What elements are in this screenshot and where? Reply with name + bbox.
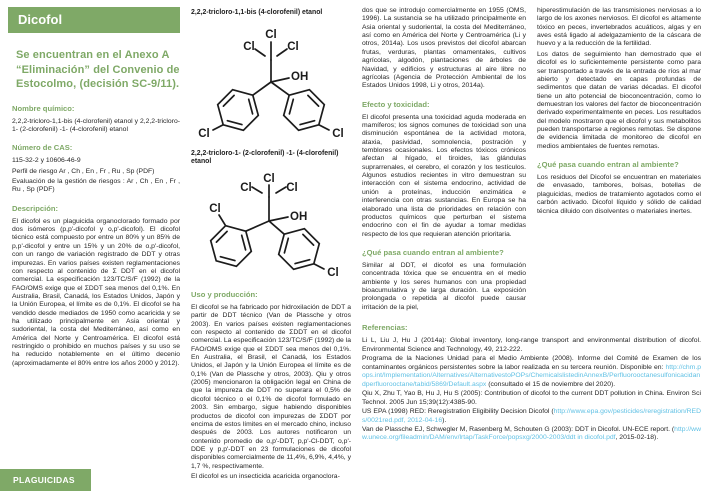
annex-note: Se encuentran en el Anexo A “Eliminación” del Convenio de Estocolmo, (decisión SC-9/11).: [16, 49, 180, 91]
cas-numbers: 115-32-2 y 10606-46-9: [12, 157, 81, 165]
effects-text: El dicofol presenta una toxicidad aguda moderada en mamíferos; los signos comunes de toxicidad son una disminución espontánea de la actividad motora, ataxia, pasividad, somnolencia, postración y temblores ocasionales. Los efectos tóxicos crónicos afectan al hígado, el tiroides, las glándulas suprarrenales, el cerebro, el corazón y los testículos. Algunos estudios recientes in vitro demuestran su interacción con el sistema endocrino, actividad de unión a proteínas, inducción enzimática e interferencia con otras sustancias. En Europa se ha elaborado una lista de prioridades en relación con productos químicos que perturban el sistema endocrino con el fin de ayudar a tomar medidas respecto de los que requieran atención prioritaria.: [362, 113, 526, 238]
description-text: El dicofol es un plaguicida organoclorado formado por dos isómeros (p,p'-dicofol y o,p'-dicofol). El dicofol técnico está compuesto por entre un 80% y un 85% de p,p'-dicofol y entre un 15% y un 20% de o,p'-dicofol, con un rango de variación registrado de DDT y otras impurezas. En varios países existen reglamentaciones con respecto al contenido de Σ DDT en el dicofol comercial. La especificación 123/TC/S/F (1992) de la FAO/OMS exige que el ΣDDT sea menos del 0,1%. En Australia, Brasil, Canadá, los Estados Unidos, Japón y la Unión Europea, el límite es de 0,1%. El dicofol se ha vendido desde mediados de 1950 como acaricida y se ha utilizado principalmente en Asia oriental y sudoriental, la costa del Mediterráneo, así como en América del Norte y Centroamérica. El dicofol está restringido o prohibido en muchos países y su uso se ha reducido notablemente en el último decenio (aproximadamente el 80% entre los años 2000 y 2012).: [12, 217, 180, 367]
usage-continuation-text: dos que se introdujo comercialmente en 1955 (OMS, 1996). La sustancia se ha utilizado principalmente en Asia oriental y sudoriental, la costa del Mediterráneo, así como en América del Norte y Centroamérica (Li y otros, 2014a). Los usos previstos del dicofol abarcan frutas, verduras, plantas ornamentales, cultivos agrícolas, algodón, plantaciones de árboles de Navidad, y edificios y estructuras al aire libre no agrícolas (Agencia de Protección Ambiental de los Estados Unidos 1998, Li y otros, 2014a).: [362, 7, 526, 90]
environment-text: Similar al DDT, el dicofol es una formulación concentrada tóxica que se encuentra en el medio ambiente y los seres humanos con una propiedad bioacumulativa y de larga duración. La exposición prolongada o repetida al dicofol puede causar irritación de la piel,: [362, 261, 526, 311]
reference-link[interactable]: http://chm.pops.int/Implementation/Alternatives/AlternativestoPOPs/ChemicalslistedinAnnexB/Perfluorooctanesulfonicacidandperfluorooctane/tabid/5869/Default.aspx: [362, 363, 701, 388]
reference-item: [362, 408, 701, 425]
environment-heading-2: ¿Qué pasa cuando entran al ambiente?: [537, 160, 679, 170]
structures-column: [191, 7, 351, 483]
column-4: [537, 7, 701, 314]
cas-heading: Número de CAS:: [12, 143, 73, 153]
page-title: Dicofol: [8, 7, 180, 33]
structure1-title: 2,2,2-tricloro-1,1-bis (4-clorofenil) etanol: [191, 9, 323, 16]
monitoring-text: Los datos de seguimiento han demostrado que el dicofol es lo suficientemente persistente como para ser transportado a través de la entrada de ríos al mar abierto y detectado en capas profundas de sedimentos que datan de varias décadas. El dicofol tiene un alto potencial de bioconcentración, como lo demuestran los valores del factor de bioconcentración derivado experimentalmente en peces. Los resultados del modelo mostraron que el dicofol y sus metabolitos pueden transportarse a regiones remotas. Se dispone de evidencia limitada de monitoreo de dicofol en medios ambientales de fuentes remotas.: [537, 50, 701, 150]
atom-label-cl: Cl: [198, 127, 210, 140]
atom-label-cl: Cl: [327, 266, 339, 279]
risk-evaluation-links: Evaluación de la gestión de riesgos : Ar , Ch , En , Fr , Ru , Sp (PDF): [12, 177, 180, 194]
chemical-name-heading: Nombre químico:: [12, 103, 75, 113]
reference-text: Programa de la Naciones Unidad para el Medio Ambiente (2008). Informe del Comité de Examen de los contaminantes orgánicos persistentes sobre la labor realizada en su tercera reunión. Disponible en:: [362, 355, 701, 371]
environment-heading: ¿Qué pasa cuando entran al ambiente?: [362, 247, 504, 257]
atom-label-cl: Cl: [243, 40, 255, 53]
reference-link[interactable]: http://www.epa.gov/pesticides/reregistration/REDs/0021red.pdf, 2012-04-16: [362, 408, 701, 424]
reference-text: Li L, Liu J, Hu J (2014a): Global inventory, long-range transport and environmental distribution of dicofol. Environmental Science and Technology, 49, 212-222.: [362, 337, 701, 353]
chemical-structure-ppdicofol-image: [191, 20, 351, 146]
atom-label-cl: Cl: [209, 202, 221, 215]
usage-heading: Uso y producción:: [191, 289, 258, 299]
chemical-structure-opdicofol-image: [191, 169, 351, 281]
atom-label-oh: OH: [291, 70, 309, 83]
reference-text: Van de Plassche EJ, Schwegler M, Rasenberg M, Schouten G (2003): DDT in Dicofol. UN-ECE report. (: [362, 425, 675, 433]
atom-label-cl: Cl: [263, 172, 275, 185]
structure2-title: 2,2,2-tricloro-1- (2-clorofenil) -1- (4-clorofenil) etanol: [191, 149, 339, 166]
effects-heading: Efecto y toxicidad:: [362, 99, 430, 109]
reference-item: [362, 426, 701, 443]
column-3: [362, 7, 526, 314]
risk-profile-links: Perfil de riesgo Ar , Ch , En , Fr , Ru , Sp (PDF): [12, 167, 155, 175]
atom-label-oh: OH: [290, 210, 308, 223]
atom-label-cl: Cl: [286, 181, 298, 194]
references-heading: Referencias:: [362, 323, 408, 333]
category-badge: PLAGUICIDAS: [0, 469, 91, 491]
residues-text: Los residuos del Dicofol se encuentran en materiales de envasado, tambores, bolsas, botellas de plaguicidas, medios de tratamiento agotados como el carbón activado. Dicofol líquido y sólido de calidad técnica diluido con disolventes o materiales inertes.: [537, 174, 701, 215]
reference-item: [362, 390, 701, 407]
references-section: [362, 323, 701, 443]
reference-text: US EPA (1998) RED: Reregistration Eligibility Decision Dicofol (: [362, 408, 554, 416]
left-column: [8, 7, 180, 483]
right-half: [362, 7, 701, 483]
description-heading: Descripción:: [12, 203, 58, 213]
structure2-diagram: [191, 169, 351, 281]
reference-text: ).: [442, 416, 447, 424]
atom-label-cl: Cl: [240, 181, 252, 194]
structure1-diagram: [191, 20, 351, 146]
toxicity-continuation-text: hiperestimulación de las transmisiones nerviosas a lo largo de los axones nerviosos. El dicofol es altamente tóxico en peces, invertebrados acuáticos, algas y en aves está ligado al adelgazamiento de la cáscara de huevo y a la reducción de la fertilidad.: [537, 7, 701, 48]
usage-text-continued: El dicofol es un insecticida acaricida organoclora-: [191, 473, 340, 481]
reference-link[interactable]: http://www.unece.org/fileadmin/DAM/env/lrtap/TaskForce/popsxg/2000-2003/ddt in dicofol.pdf: [362, 425, 701, 442]
reference-text: , 2015-02-18).: [615, 434, 659, 442]
atom-label-cl: Cl: [332, 127, 344, 140]
reference-text: Qiu X, Zhu T, Yao B, Hu J, Hu S (2005): Contribution of dicofol to the current DDT pollution in China. Environ Sci Technol. 2005 Jun 15;39(12):4385-90.: [362, 390, 701, 406]
chemical-name: 2,2,2-tricloro-1,1-bis (4-clorofenil) etanol y 2,2,2-tricloro-1- (2-clorofenil) -1- (4-clorofenil) etanol: [12, 117, 180, 133]
usage-text: El dicofol se ha fabricado por hidroxilación de DDT a partir de DDT técnico (Van de Plassche y otros 2003). En varios países existen reglamentaciones con respecto al contenido de ΣDDT en el dicofol comercial. La especificación 123/TC/S/F (1992) de la FAO/OMS exige que el ΣDDT sea menos del 0,1%. En Australia, el Brasil, el Canadá, los Estados Unidos, el Japón y la Unión Europea el límite es de 0,1% (Van de Plassche y otros, 2003). Qiu y otros (2005) mencionaron la obligación legal en China de que la impureza de DDT no superara el 0,5% de dicofol técnico o el 0,1% de dicofol formulado en 2003. Sin embargo, sigue habiendo disponibles productos de dicofol con impurezas de ΣDDT por encima de estos límites en el mercado chino, incluso después de 2003. Los autores notificaron un contenido promedio de o,p'-DDT, p,p'-Cl-DDT, o,p'-DDE y p,p'-DDT en 23 formulaciones de dicofol disponibles comercialmente de 11,4%, 6,9%, 4,4%, y 1,7 %, respectivamente.: [191, 303, 351, 470]
reference-item: [362, 355, 701, 389]
atom-label-cl: Cl: [265, 28, 277, 41]
atom-label-cl: Cl: [287, 40, 299, 53]
reference-item: [362, 337, 701, 354]
reference-text: (consultado el 15 de noviembre del 2020).: [486, 380, 616, 388]
